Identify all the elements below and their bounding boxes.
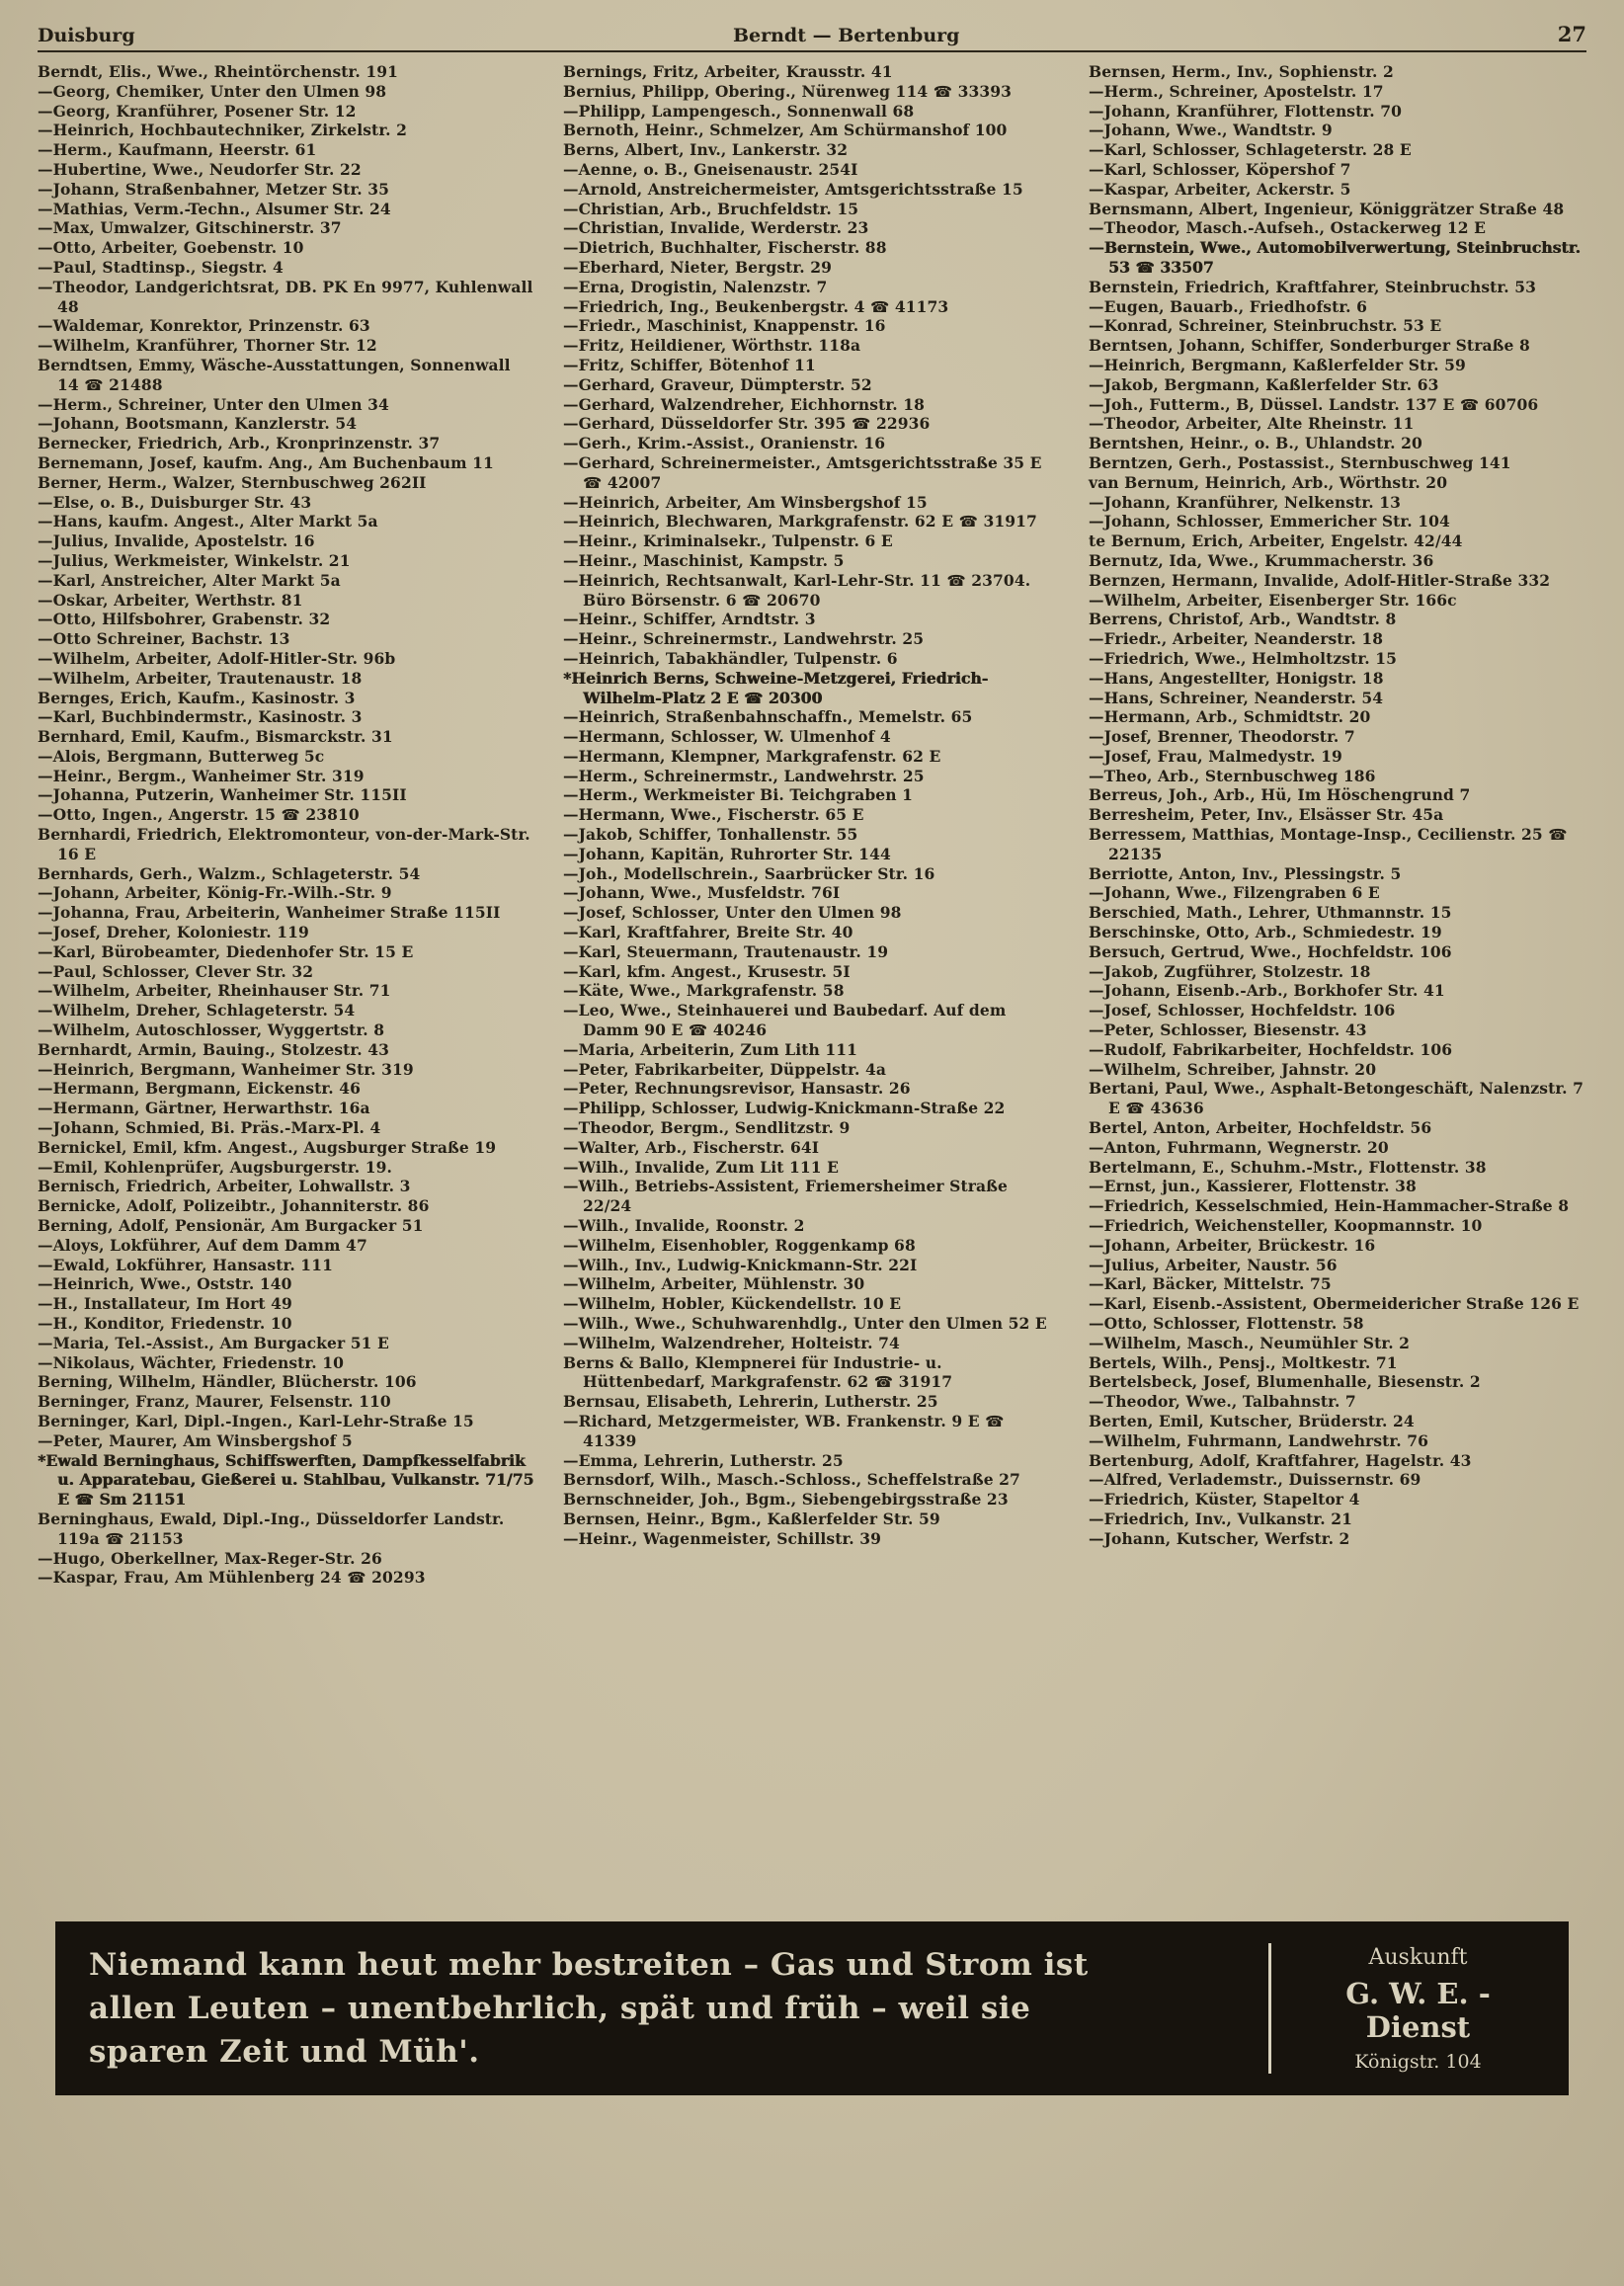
directory-entry: —Peter, Fabrikarbeiter, Düppelstr. 4a	[563, 1059, 887, 1079]
directory-entry: —Hugo, Oberkellner, Max-Reger-Str. 26	[38, 1548, 382, 1568]
directory-entry: —Heinrich, Blechwaren, Markgrafenstr. 62 E ☎ 31917	[563, 512, 1037, 531]
directory-entry: Bertenburg, Adolf, Kraftfahrer, Hagelstr. 43	[1089, 1450, 1472, 1470]
directory-entry: —Johann, Schmied, Bi. Präs.-Marx-Pl. 4	[38, 1118, 381, 1138]
directory-entry: —Julius, Invalide, Apostelstr. 16	[38, 531, 315, 551]
directory-entry: —Hermann, Klempner, Markgrafenstr. 62 E	[563, 746, 941, 766]
directory-entry: —Hermann, Bergmann, Eickenstr. 46	[38, 1079, 361, 1099]
directory-entry: Berresheim, Peter, Inv., Elsässer Str. 45a	[1089, 805, 1444, 825]
directory-entry: —Hans, Angestellter, Honigstr. 18	[1089, 668, 1384, 688]
directory-entry: —H., Installateur, Im Hort 49	[38, 1294, 292, 1314]
directory-entry: *Heinrich Berns, Schweine-Metzgerei, Friedrich-Wilhelm-Platz 2 E ☎ 20300	[563, 668, 989, 707]
directory-entry: —Ernst, jun., Kassierer, Flottenstr. 38	[1089, 1177, 1417, 1196]
directory-entry: —Wilhelm, Walzendreher, Holteistr. 74	[563, 1333, 900, 1352]
directory-entry: —Wilh., Wwe., Schuhwarenhdlg., Unter den Ulmen 52 E	[563, 1314, 1047, 1333]
directory-entry: Bernhard, Emil, Kaufm., Bismarckstr. 31	[38, 727, 393, 747]
directory-entry: —Dietrich, Buchhalter, Fischerstr. 88	[563, 238, 887, 258]
directory-entry: Berninger, Karl, Dipl.-Ingen., Karl-Lehr-Straße 15	[38, 1411, 474, 1430]
directory-entry: Berschied, Math., Lehrer, Uthmannstr. 15	[1089, 903, 1452, 923]
directory-entry: —Theodor, Landgerichtsrat, DB. PK En 9977, Kuhlenwall 48	[38, 277, 533, 316]
directory-entry: Berten, Emil, Kutscher, Brüderstr. 24	[1089, 1411, 1415, 1430]
directory-entry: Berntzen, Gerh., Postassist., Sternbuschweg 141	[1089, 452, 1511, 472]
directory-entry: —Karl, Bürobeamter, Diedenhofer Str. 15 E	[38, 941, 414, 961]
directory-columns	[38, 62, 1586, 1906]
directory-entry: Bernschneider, Joh., Bgm., Siebengebirgsstraße 23	[563, 1490, 1009, 1510]
directory-entry: —Julius, Werkmeister, Winkelstr. 21	[38, 550, 351, 570]
directory-entry: —Wilhelm, Arbeiter, Adolf-Hitler-Str. 96b	[38, 648, 396, 668]
directory-entry: —Waldemar, Konrektor, Prinzenstr. 63	[38, 316, 370, 336]
directory-entry: —Karl, Bäcker, Mittelstr. 75	[1089, 1274, 1332, 1294]
directory-entry: —Herm., Werkmeister Bi. Teichgraben 1	[563, 785, 914, 805]
directory-entry: —Heinr., Kriminalsekr., Tulpenstr. 6 E	[563, 531, 893, 551]
directory-entry: —Johann, Arbeiter, Brückestr. 16	[1089, 1235, 1376, 1255]
directory-entry: —Ewald, Lokführer, Hansastr. 111	[38, 1255, 333, 1274]
directory-entry: Berns, Albert, Inv., Lankerstr. 32	[563, 140, 849, 160]
directory-entry: —Hans, kaufm. Angest., Alter Markt 5a	[38, 512, 378, 531]
directory-entry: Berschinske, Otto, Arb., Schmiedestr. 19	[1089, 923, 1442, 942]
directory-entry: —Gerh., Krim.-Assist., Oranienstr. 16	[563, 434, 886, 453]
directory-entry: —Johann, Wwe., Wandtstr. 9	[1089, 121, 1333, 140]
directory-entry: —Wilhelm, Autoschlosser, Wyggertstr. 8	[38, 1021, 385, 1040]
directory-entry: —Friedrich, Weichensteller, Koopmannstr. 10	[1089, 1216, 1483, 1236]
directory-entry: —Karl, Steuermann, Trautenaustr. 19	[563, 941, 889, 961]
directory-entry: —Emil, Kohlenprüfer, Augsburgerstr. 19.	[38, 1157, 392, 1177]
directory-entry: —Heinr., Bergm., Wanheimer Str. 319	[38, 766, 365, 785]
directory-entry: —Theo, Arb., Sternbuschweg 186	[1089, 766, 1376, 785]
directory-entry: —Hermann, Gärtner, Herwarthstr. 16a	[38, 1099, 370, 1118]
directory-entry: Bernges, Erich, Kaufm., Kasinostr. 3	[38, 688, 356, 707]
directory-entry: —Wilh., Inv., Ludwig-Knickmann-Str. 22I	[563, 1255, 918, 1274]
directory-entry: Bertelmann, E., Schuhm.-Mstr., Flottenstr. 38	[1089, 1157, 1487, 1177]
directory-entry: —Otto, Ingen., Angerstr. 15 ☎ 23810	[38, 805, 360, 825]
directory-entry: Bernstein, Friedrich, Kraftfahrer, Steinbruchstr. 53	[1089, 277, 1537, 296]
directory-entry: —Hermann, Wwe., Fischerstr. 65 E	[563, 805, 864, 825]
directory-entry: —Herm., Schreiner, Apostelstr. 17	[1089, 81, 1384, 101]
directory-entry: —Wilhelm, Arbeiter, Mühlenstr. 30	[563, 1274, 865, 1294]
directory-entry: —Johann, Kranführer, Nelkenstr. 13	[1089, 492, 1402, 512]
directory-entry: Berntshen, Heinr., o. B., Uhlandstr. 20	[1089, 434, 1422, 453]
directory-entry: —Eberhard, Nieter, Bergstr. 29	[563, 257, 833, 277]
directory-entry: —Josef, Frau, Malmedystr. 19	[1089, 746, 1342, 766]
directory-entry: —Bernstein, Wwe., Automobilverwertung, Steinbruchstr. 53 ☎ 33507	[1089, 238, 1581, 277]
directory-column-1	[38, 62, 535, 1906]
directory-entry: —Maria, Tel.-Assist., Am Burgacker 51 E	[38, 1333, 389, 1352]
directory-entry: —Heinrich, Wwe., Oststr. 140	[38, 1274, 292, 1294]
directory-entry: Berning, Adolf, Pensionär, Am Burgacker 51	[38, 1216, 424, 1236]
directory-entry: —Gerhard, Düsseldorfer Str. 395 ☎ 22936	[563, 414, 931, 434]
directory-entry: van Bernum, Heinrich, Arb., Wörthstr. 20	[1089, 472, 1448, 492]
directory-entry: —Eugen, Bauarb., Friedhofstr. 6	[1089, 296, 1368, 316]
directory-entry: —Wilhelm, Masch., Neumühler Str. 2	[1089, 1333, 1411, 1352]
directory-entry: —Johann, Wwe., Filzengraben 6 E	[1089, 883, 1380, 903]
directory-entry: —Arnold, Anstreichermeister, Amtsgerichtsstraße 15	[563, 179, 1023, 199]
directory-entry: —Johanna, Frau, Arbeiterin, Wanheimer Straße 115II	[38, 903, 501, 923]
directory-entry: —Joh., Modellschrein., Saarbrücker Str. 16	[563, 863, 935, 883]
directory-entry: Bertelsbeck, Josef, Blumenhalle, Biesenstr. 2	[1089, 1372, 1481, 1392]
directory-entry: —Otto, Schlosser, Flottenstr. 58	[1089, 1314, 1364, 1333]
directory-entry: Berrens, Christof, Arb., Wandtstr. 8	[1089, 610, 1397, 629]
directory-entry: —Rudolf, Fabrikarbeiter, Hochfeldstr. 106	[1089, 1039, 1453, 1059]
ad-info-title: Auskunft	[1368, 1944, 1468, 1970]
directory-entry: —Hubertine, Wwe., Neudorfer Str. 22	[38, 159, 362, 179]
ad-message-line: Niemand kann heut mehr bestreiten – Gas und Strom ist	[89, 1947, 1089, 1983]
directory-entry: —Karl, Schlosser, Köpershof 7	[1089, 159, 1351, 179]
directory-entry: Bernsen, Heinr., Bgm., Kaßlerfelder Str. 59	[563, 1509, 940, 1528]
directory-entry: —Otto, Hilfsbohrer, Grabenstr. 32	[38, 610, 331, 629]
directory-entry: —Wilhelm, Arbeiter, Rheinhauser Str. 71	[38, 981, 391, 1001]
directory-entry: Bernzen, Hermann, Invalide, Adolf-Hitler-Straße 332	[1089, 570, 1551, 590]
ad-message-line: sparen Zeit und Müh'.	[89, 2034, 480, 2071]
directory-entry: —Friedrich, Wwe., Helmholtzstr. 15	[1089, 648, 1397, 668]
advertisement-banner	[55, 1921, 1569, 2095]
directory-entry: —Paul, Schlosser, Clever Str. 32	[38, 961, 314, 981]
ad-contact-box	[1268, 1943, 1535, 2074]
directory-entry: Berns & Ballo, Klempnerei für Industrie- u. Hüttenbedarf, Markgrafenstr. 62 ☎ 31917	[563, 1352, 953, 1392]
directory-entry: —Wilhelm, Hobler, Kückendellstr. 10 E	[563, 1294, 902, 1314]
directory-entry: —Karl, Eisenb.-Assistent, Obermeidericher Straße 126 E	[1089, 1294, 1580, 1314]
directory-entry: —Heinrich, Bergmann, Kaßlerfelder Str. 59	[1089, 355, 1466, 374]
ad-message-line: allen Leuten – unentbehrlich, spät und früh – weil sie	[89, 1991, 1031, 2027]
directory-entry: Bernicke, Adolf, Polizeibtr., Johanniterstr. 86	[38, 1196, 430, 1216]
directory-entry: Bernhards, Gerh., Walzm., Schlageterstr. 54	[38, 863, 421, 883]
directory-entry: Bernemann, Josef, kaufm. Ang., Am Buchenbaum 11	[38, 452, 494, 472]
directory-entry: —Karl, Schlosser, Schlageterstr. 28 E	[1089, 140, 1412, 160]
directory-entry: Bersuch, Gertrud, Wwe., Hochfeldstr. 106	[1089, 941, 1452, 961]
directory-entry: —Gerhard, Graveur, Dümpterstr. 52	[563, 374, 872, 394]
directory-entry: —Christian, Invalide, Werderstr. 23	[563, 218, 869, 238]
directory-entry: —Johann, Arbeiter, König-Fr.-Wilh.-Str. 9	[38, 883, 392, 903]
directory-entry: Berressem, Matthias, Montage-Insp., Cecilienstr. 25 ☎ 22135	[1089, 825, 1568, 863]
directory-entry: —Hermann, Arb., Schmidtstr. 20	[1089, 707, 1371, 727]
page-header	[38, 22, 1586, 52]
directory-entry: —Wilhelm, Fuhrmann, Landwehrstr. 76	[1089, 1430, 1429, 1450]
directory-entry: —Julius, Arbeiter, Naustr. 56	[1089, 1255, 1338, 1274]
directory-entry: —Georg, Kranführer, Posener Str. 12	[38, 101, 357, 121]
directory-entry: Bernius, Philipp, Obering., Nürenweg 114 ☎ 33393	[563, 81, 1013, 101]
directory-entry: —Max, Umwalzer, Gitschinerstr. 37	[38, 218, 342, 238]
directory-entry: —Heinrich, Rechtsanwalt, Karl-Lehr-Str. 11 ☎ 23704. Büro Börsenstr. 6 ☎ 20670	[563, 570, 1031, 610]
directory-entry: —Hermann, Schlosser, W. Ulmenhof 4	[563, 727, 891, 747]
directory-entry: —Jakob, Bergmann, Kaßlerfelder Str. 63	[1089, 374, 1439, 394]
directory-entry: —Josef, Schlosser, Unter den Ulmen 98	[563, 903, 902, 923]
directory-entry: —Friedrich, Ing., Beukenbergstr. 4 ☎ 41173	[563, 296, 949, 316]
directory-entry: —Heinr., Schiffer, Arndtstr. 3	[563, 610, 816, 629]
directory-entry: —Wilh., Betriebs-Assistent, Friemersheimer Straße 22/24	[563, 1177, 1008, 1216]
directory-entry: Bernutz, Ida, Wwe., Krummacherstr. 36	[1089, 550, 1434, 570]
directory-entry: —Alois, Bergmann, Butterweg 5c	[38, 746, 325, 766]
directory-entry: Berninger, Franz, Maurer, Felsenstr. 110	[38, 1392, 391, 1412]
directory-entry: —Johann, Kutscher, Werfstr. 2	[1089, 1528, 1350, 1548]
directory-entry: —Christian, Arb., Bruchfeldstr. 15	[563, 199, 859, 218]
directory-entry: Bertels, Wilh., Pensj., Moltkestr. 71	[1089, 1352, 1398, 1372]
directory-entry: —Fritz, Heildiener, Wörthstr. 118a	[563, 336, 861, 356]
directory-entry: Bernhardt, Armin, Bauing., Stolzestr. 43	[38, 1039, 390, 1059]
directory-entry: Bernhardi, Friedrich, Elektromonteur, von-der-Mark-Str. 16 E	[38, 825, 530, 863]
directory-entry: —Jakob, Zugführer, Stolzestr. 18	[1089, 961, 1371, 981]
directory-entry: —Kaspar, Frau, Am Mühlenberg 24 ☎ 20293	[38, 1568, 426, 1588]
directory-entry: —Alfred, Verlademstr., Duissernstr. 69	[1089, 1470, 1421, 1490]
directory-entry: Bernecker, Friedrich, Arb., Kronprinzenstr. 37	[38, 434, 441, 453]
directory-entry: —Peter, Maurer, Am Winsbergshof 5	[38, 1430, 353, 1450]
directory-entry: —Hans, Schreiner, Neanderstr. 54	[1089, 688, 1384, 707]
directory-entry: Bernsau, Elisabeth, Lehrerin, Lutherstr. 25	[563, 1392, 938, 1412]
ad-address: Königstr. 104	[1354, 2050, 1482, 2073]
header-city: Duisburg	[38, 25, 135, 46]
directory-entry: —Walter, Arb., Fischerstr. 64I	[563, 1137, 820, 1157]
directory-entry: —Heinr., Wagenmeister, Schillstr. 39	[563, 1528, 882, 1548]
ad-message	[89, 1943, 1243, 2074]
directory-entry: —Heinr., Schreinermstr., Landwehrstr. 25	[563, 629, 925, 649]
directory-entry: —Else, o. B., Duisburger Str. 43	[38, 492, 312, 512]
directory-entry: —Gerhard, Walzendreher, Eichhornstr. 18	[563, 394, 925, 414]
directory-entry: —Josef, Schlosser, Hochfeldstr. 106	[1089, 1001, 1396, 1021]
directory-entry: —Otto, Arbeiter, Goebenstr. 10	[38, 238, 304, 258]
directory-entry: —Paul, Stadtinsp., Siegstr. 4	[38, 257, 284, 277]
directory-entry: Bernoth, Heinr., Schmelzer, Am Schürmanshof 100	[563, 121, 1008, 140]
directory-entry: Berning, Wilhelm, Händler, Blücherstr. 106	[38, 1372, 417, 1392]
directory-entry: —Peter, Rechnungsrevisor, Hansastr. 26	[563, 1079, 911, 1099]
directory-entry: —Friedrich, Inv., Vulkanstr. 21	[1089, 1509, 1353, 1528]
directory-entry: —Aenne, o. B., Gneisenaustr. 254I	[563, 159, 858, 179]
directory-entry: —Richard, Metzgermeister, WB. Frankenstr. 9 E ☎ 41339	[563, 1411, 1005, 1450]
directory-column-3	[1089, 62, 1586, 1906]
directory-entry: —Karl, kfm. Angest., Krusestr. 5I	[563, 961, 851, 981]
directory-entry: Berreus, Joh., Arb., Hü, Im Höschengrund 7	[1089, 785, 1471, 805]
directory-entry: —Johann, Eisenb.-Arb., Borkhofer Str. 41	[1089, 981, 1445, 1001]
ad-company-name: G. W. E. - Dienst	[1345, 1976, 1491, 2044]
directory-entry: —Heinrich, Bergmann, Wanheimer Str. 319	[38, 1059, 414, 1079]
directory-entry: —Herm., Schreinermstr., Landwehrstr. 25	[563, 766, 925, 785]
directory-entry: —Friedrich, Kesselschmied, Hein-Hammacher-Straße 8	[1089, 1196, 1570, 1216]
page-number: 27	[1557, 22, 1586, 46]
directory-entry: —Heinrich, Arbeiter, Am Winsbergshof 15	[563, 492, 928, 512]
directory-entry: —Johanna, Putzerin, Wanheimer Str. 115II	[38, 785, 407, 805]
directory-entry: —Theodor, Masch.-Aufseh., Ostackerweg 12 E	[1089, 218, 1487, 238]
directory-entry: —Otto Schreiner, Bachstr. 13	[38, 629, 290, 649]
directory-entry: Bernings, Fritz, Arbeiter, Krausstr. 41	[563, 62, 893, 81]
directory-entry: —Heinr., Maschinist, Kampstr. 5	[563, 550, 845, 570]
directory-entry: —Herm., Schreiner, Unter den Ulmen 34	[38, 394, 389, 414]
directory-entry: —Karl, Anstreicher, Alter Markt 5a	[38, 570, 341, 590]
directory-entry: —Maria, Arbeiterin, Zum Lith 111	[563, 1039, 858, 1059]
directory-entry: —Wilhelm, Dreher, Schlageterstr. 54	[38, 1001, 356, 1021]
directory-entry: —Wilhelm, Kranführer, Thorner Str. 12	[38, 336, 377, 356]
directory-entry: —Käte, Wwe., Markgrafenstr. 58	[563, 981, 845, 1001]
directory-entry: —Wilhelm, Arbeiter, Eisenberger Str. 166c	[1089, 590, 1457, 610]
directory-entry: Berriotte, Anton, Inv., Plessingstr. 5	[1089, 863, 1402, 883]
directory-entry: —Philipp, Lampengesch., Sonnenwall 68	[563, 101, 915, 121]
directory-entry: —Johann, Bootsmann, Kanzlerstr. 54	[38, 414, 358, 434]
directory-entry: Berndt, Elis., Wwe., Rheintörchenstr. 191	[38, 62, 399, 81]
directory-entry: —Joh., Futterm., B, Düssel. Landstr. 137 E ☎ 60706	[1089, 394, 1539, 414]
directory-entry: —Leo, Wwe., Steinhauerei und Baubedarf. Auf dem Damm 90 E ☎ 40246	[563, 1001, 1007, 1040]
directory-entry: —Konrad, Schreiner, Steinbruchstr. 53 E	[1089, 316, 1442, 336]
directory-entry: Bertani, Paul, Wwe., Asphalt-Betongeschäft, Nalenzstr. 7 E ☎ 43636	[1089, 1079, 1584, 1118]
directory-entry: —Johann, Straßenbahner, Metzer Str. 35	[38, 179, 390, 199]
directory-entry: Bernsmann, Albert, Ingenieur, Königgrätzer Straße 48	[1089, 199, 1565, 218]
directory-entry: —Heinrich, Hochbautechniker, Zirkelstr. 2	[38, 121, 408, 140]
directory-entry: —Georg, Chemiker, Unter den Ulmen 98	[38, 81, 387, 101]
directory-entry: —Wilh., Invalide, Roonstr. 2	[563, 1216, 805, 1236]
directory-entry: —Theodor, Bergm., Sendlitzstr. 9	[563, 1118, 851, 1138]
directory-entry: —Herm., Kaufmann, Heerstr. 61	[38, 140, 317, 160]
directory-entry: —Josef, Brenner, Theodorstr. 7	[1089, 727, 1355, 747]
directory-entry: —Johann, Schlosser, Emmericher Str. 104	[1089, 512, 1450, 531]
directory-entry: —Jakob, Schiffer, Tonhallenstr. 55	[563, 825, 858, 845]
directory-entry: —H., Konditor, Friedenstr. 10	[38, 1314, 292, 1333]
directory-entry: —Johann, Wwe., Musfeldstr. 76I	[563, 883, 841, 903]
directory-entry: —Wilhelm, Arbeiter, Trautenaustr. 18	[38, 668, 363, 688]
directory-entry: —Heinrich, Tabakhändler, Tulpenstr. 6	[563, 648, 898, 668]
directory-entry: —Kaspar, Arbeiter, Ackerstr. 5	[1089, 179, 1351, 199]
directory-entry: —Oskar, Arbeiter, Werthstr. 81	[38, 590, 303, 610]
directory-entry: —Philipp, Schlosser, Ludwig-Knickmann-Straße 22	[563, 1099, 1006, 1118]
directory-column-2	[563, 62, 1061, 1906]
directory-entry: —Erna, Drogistin, Nalenzstr. 7	[563, 277, 828, 296]
directory-entry: —Wilh., Invalide, Zum Lit 111 E	[563, 1157, 840, 1177]
directory-entry: Berntsen, Johann, Schiffer, Sonderburger Straße 8	[1089, 336, 1530, 356]
directory-entry: —Johann, Kapitän, Ruhrorter Str. 144	[563, 844, 891, 863]
directory-entry: —Wilhelm, Eisenhobler, Roggenkamp 68	[563, 1235, 916, 1255]
directory-entry: —Wilhelm, Schreiber, Jahnstr. 20	[1089, 1059, 1377, 1079]
directory-entry: —Karl, Kraftfahrer, Breite Str. 40	[563, 923, 853, 942]
directory-entry: —Friedr., Maschinist, Knappenstr. 16	[563, 316, 886, 336]
directory-entry: —Friedrich, Küster, Stapeltor 4	[1089, 1490, 1360, 1510]
directory-entry: Berner, Herm., Walzer, Sternbuschweg 262II	[38, 472, 427, 492]
directory-entry: —Theodor, Arbeiter, Alte Rheinstr. 11	[1089, 414, 1415, 434]
directory-entry: te Bernum, Erich, Arbeiter, Engelstr. 42/44	[1089, 531, 1463, 551]
directory-entry: —Nikolaus, Wächter, Friedenstr. 10	[38, 1352, 345, 1372]
directory-entry: Bernisch, Friedrich, Arbeiter, Lohwallstr. 3	[38, 1177, 411, 1196]
directory-entry: Berndtsen, Emmy, Wäsche-Ausstattungen, Sonnenwall 14 ☎ 21488	[38, 355, 511, 394]
directory-entry: Bernsdorf, Wilh., Masch.-Schloss., Scheffelstraße 27	[563, 1470, 1020, 1490]
directory-entry: —Emma, Lehrerin, Lutherstr. 25	[563, 1450, 844, 1470]
directory-entry: —Peter, Schlosser, Biesenstr. 43	[1089, 1021, 1367, 1040]
directory-entry: —Fritz, Schiffer, Bötenhof 11	[563, 355, 816, 374]
directory-entry: —Aloys, Lokführer, Auf dem Damm 47	[38, 1235, 367, 1255]
directory-entry: —Mathias, Verm.-Techn., Alsumer Str. 24	[38, 199, 391, 218]
directory-entry: —Johann, Kranführer, Flottenstr. 70	[1089, 101, 1403, 121]
directory-entry: Bernickel, Emil, kfm. Angest., Augsburger Straße 19	[38, 1137, 497, 1157]
directory-entry: *Ewald Berninghaus, Schiffswerften, Dampfkesselfabrik u. Apparatebau, Gießerei u. Stahlbau, Vulkanstr. 71/75 E ☎ Sm 21151	[38, 1450, 534, 1510]
directory-entry: —Josef, Dreher, Koloniestr. 119	[38, 923, 309, 942]
directory-entry: —Anton, Fuhrmann, Wegnerstr. 20	[1089, 1137, 1389, 1157]
directory-entry: —Karl, Buchbindermstr., Kasinostr. 3	[38, 707, 363, 727]
directory-entry: —Theodor, Wwe., Talbahnstr. 7	[1089, 1392, 1356, 1412]
directory-entry: —Gerhard, Schreinermeister., Amtsgerichtsstraße 35 E ☎ 42007	[563, 452, 1042, 492]
header-range: Berndt — Bertenburg	[732, 25, 960, 46]
directory-entry: Bernsen, Herm., Inv., Sophienstr. 2	[1089, 62, 1394, 81]
directory-entry: Bertel, Anton, Arbeiter, Hochfeldstr. 56	[1089, 1118, 1432, 1138]
directory-entry: —Heinrich, Straßenbahnschaffn., Memelstr. 65	[563, 707, 973, 727]
directory-entry: Berninghaus, Ewald, Dipl.-Ing., Düsseldorfer Landstr. 119a ☎ 21153	[38, 1509, 505, 1548]
directory-entry: —Friedr., Arbeiter, Neanderstr. 18	[1089, 629, 1384, 649]
